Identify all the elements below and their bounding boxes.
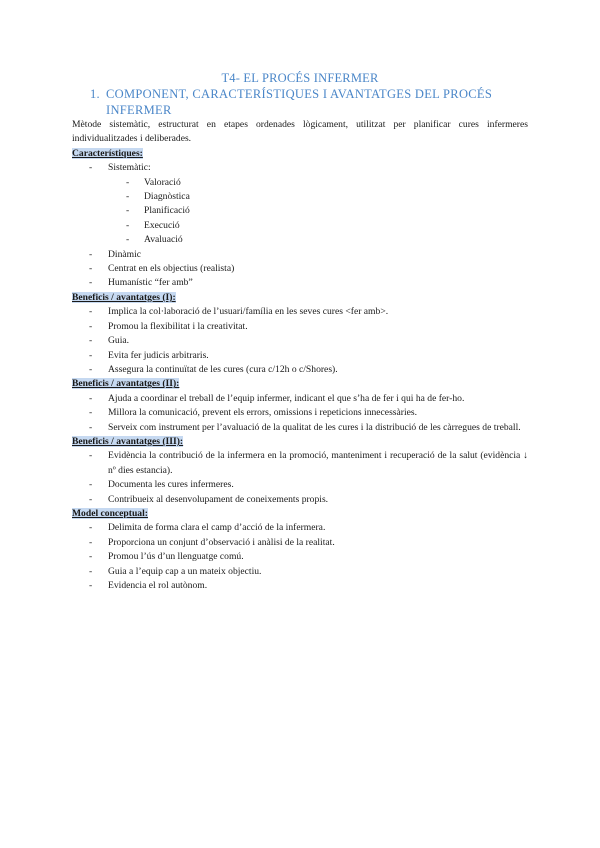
list-model-conceptual [72,521,528,593]
list-item: - Valoració [126,176,181,188]
section-title-line1: COMPONENT, CARACTERÍSTIQUES I AVANTATGES DEL PROCÉS [106,87,493,101]
heading-beneficis-3: Beneficis / avantatges (III): [72,435,184,447]
list-item: - Avaluació [126,234,183,246]
list-item: - Evidència la contribució de la infermera en la promoció, manteniment i recuperació de la salut (evidència ↓ nº dies estancia). [89,450,528,476]
list-item: - Execució [126,219,180,231]
list-item: - Evidencia el rol autònom. [89,580,208,591]
list-item: - Guia a l’equip cap a un mateix objectiu. [89,565,262,577]
list-item: - Delimita de forma clara el camp d’acció de la infermera. [89,522,326,534]
section-title-line2: INFERMER [106,103,172,117]
section-title [72,86,528,118]
list-item: - Documenta les cures infermeres. [89,479,234,491]
list-item: - Dinàmic [89,248,142,260]
list-item: - Evita fer judicis arbitraris. [89,349,209,361]
list-item: - Promou la flexibilitat i la creativitat. [89,320,248,332]
section-title-text [106,86,528,118]
list-item: - Serveix com instrument per l’avaluació de la qualitat de les cures i la distribució de les càrregues de treball. [89,421,521,433]
list-item: - Assegura la continuïtat de les cures (cura c/12h o c/Shores). [89,363,338,375]
section-number: 1. [90,87,100,101]
list-item: - Sistemàtic: - Valoració - Diagnòstica - Planificació - Execució - Avaluació [72,161,528,247]
heading-beneficis-1: Beneficis / avantatges (I): [72,291,176,303]
sublist-etapes [108,176,528,248]
list-item: - Humanístic “fer amb” [89,277,193,289]
list-item: - Promou l’ús d’un llenguatge comú. [89,551,244,563]
list-item: - Millora la comunicació, prevent els errors, omissions i repeticions innecessàries. [89,407,418,419]
heading-beneficis-2: Beneficis / avantatges (II): [72,378,180,390]
list-item: - Diagnòstica [126,191,190,203]
list-item: - Implica la col·laboració de l’usuari/família en les seves cures <fer amb>. [89,306,389,318]
list-beneficis-2 [72,392,528,435]
list-item: - Proporciona un conjunt d’observació i anàlisi de la realitat. [89,536,335,548]
list-item: - Contribueix al desenvolupament de coneixements propis. [89,493,329,505]
intro-paragraph: Mètode sistemàtic, estructurat en etapes ordenades lògicament, utilitzat per planificar cures infermeres individualitzades i deliberades. [72,119,528,145]
heading-model-conceptual: Model conceptual: [72,507,148,519]
list-item: - Guia. [89,335,130,347]
list-beneficis-1 [72,305,528,377]
list-item: - Ajuda a coordinar el treball de l’equip infermer, indicant el que s’ha de fer i qui ha de fer-ho. [89,392,465,404]
list-beneficis-3 [72,449,528,507]
list-item: - Planificació [126,205,190,217]
list-caracteristiques [72,161,528,291]
list-item: - Centrat en els objectius (realista) [89,263,235,275]
heading-caracteristiques: Característiques: [72,147,143,159]
document-title: T4- EL PROCÉS INFERMER [221,71,379,85]
